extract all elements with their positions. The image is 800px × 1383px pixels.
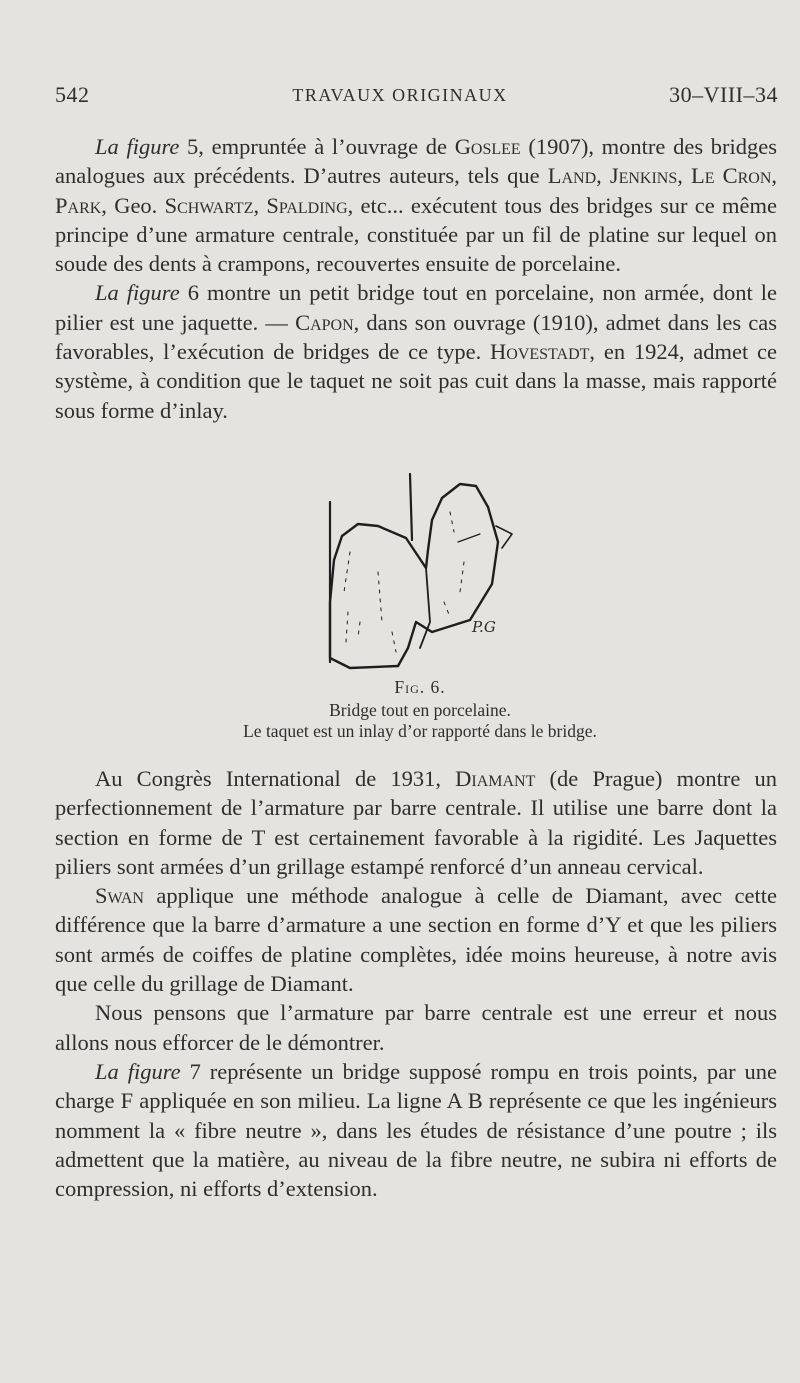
author-list: Land, Jenkins, Le Cron, Park, xyxy=(55,163,777,218)
author-name: Goslee xyxy=(454,134,521,159)
text-block-lower xyxy=(55,764,777,1203)
author-list: Schwartz, Spalding, xyxy=(164,192,354,218)
author-name: Swan xyxy=(95,883,144,909)
author-name: Capon, xyxy=(295,309,360,335)
figure-caption-title: Bridge tout en porcelaine. xyxy=(329,700,511,720)
figure-caption-note: Le taquet est un inlay d’or rapporté dans le bridge. xyxy=(243,721,597,741)
paragraph-figure6: La figure 6 montre un petit bridge tout en porcelaine, non armée, dont le pilier est une jaquette. — Capon, dans son ouvrage (1910), admet dans les cas favorables, l’exécution de bridges de ce type. Hovestadt, en 1924, admet ce système, à condition que le taquet ne soit pas cuit dans la masse, mais rapporté sous forme d’inlay. xyxy=(55,280,777,423)
artist-initials: P.G xyxy=(472,618,496,636)
paragraph-armature: Nous pensons que l’armature par barre centrale est une erreur et nous allons nous efforcer de le démontrer. xyxy=(55,1000,777,1055)
running-title: TRAVAUX ORIGINAUX xyxy=(292,85,508,105)
paragraph-swan: Swan applique une méthode analogue à celle de Diamant, avec cette différence que la barre d’armature a une section en forme d’Y et que les piliers sont armés de coiffes de platine complètes, idée moins heureuse, à notre avis que celle du grillage de Diamant. xyxy=(55,883,777,997)
paragraph-figure7: La figure 7 représente un bridge supposé rompu en trois points, par une charge F appliquée en son milieu. La ligne A B représente ce que les ingénieurs nomment la « fibre neutre », dans les études de résistance d’une poutre ; ils admettent que la matière, au niveau de la fibre neutre, ne subira ni efforts de compression, ni efforts d’extension. xyxy=(55,1058,777,1202)
bridge-sketch-figure xyxy=(320,472,520,672)
issue-date: 30–VIII–34 xyxy=(669,82,778,107)
page-number: 542 xyxy=(55,82,90,107)
author-name: Hovestadt, xyxy=(490,339,596,365)
figure-label: Fig. 6. xyxy=(394,677,446,697)
author-name: Diamant xyxy=(455,766,536,791)
text-block-upper xyxy=(55,132,777,425)
paragraph-figure5: La figure 5, empruntée à l’ouvrage de Goslee (1907), montre des bridges analogues aux précédents. D’autres auteurs, tels que Land, Jenkins, Le Cron, Park, Geo. Schwartz, Spalding, etc... exécutent tous des bridges sur ce même principe d’une armature centrale, constituée par un fil de platine sur lequel on soude des dents à crampons, recouvertes ensuite de porcelaine. xyxy=(55,134,777,277)
paragraph-diamant: Au Congrès International de 1931, Diamant (de Prague) montre un perfectionnement de l’armature par barre centrale. Il utilise une barre dont la section en forme de T est certainement favorable à la rigidité. Les Jaquettes piliers sont armées d’un grillage estampé renforcé d’un anneau cervical. xyxy=(55,766,777,879)
